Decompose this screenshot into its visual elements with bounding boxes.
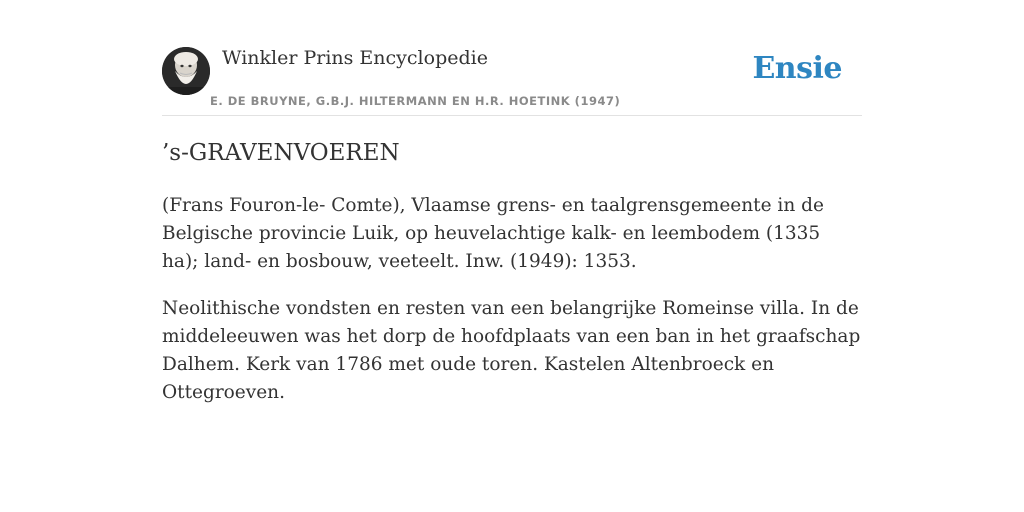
article-paragraph: (Frans Fouron-le- Comte), Vlaamse grens- en taalgrensgemeente in de Belgische provincie Luik, op heuvelachtige kalk- en leembodem (1335 ha); land- en bosbouw, veeteelt. Inw. (1949): 1353.	[162, 195, 824, 272]
bearded-man-portrait-icon	[162, 47, 210, 95]
site-title[interactable]: Winkler Prins Encyclopedie	[222, 47, 488, 69]
authors-credit: E. DE BRUYNE, G.B.J. HILTERMANN EN H.R. HOETINK (1947)	[210, 94, 621, 108]
article-body	[162, 192, 862, 426]
author-avatar[interactable]	[162, 47, 210, 95]
brand-logo[interactable]: Ensie	[752, 51, 842, 86]
article-paragraph: Neolithische vondsten en resten van een belangrijke Romeinse villa. In de middeleeuwen was het dorp de hoofdplaats van een ban in het graafschap Dalhem. Kerk van 1786 met oude toren. Kastelen Altenbroeck en Ottegroeven.	[162, 298, 861, 403]
entry-title: ’s-GRAVENVOEREN	[162, 140, 400, 166]
header-divider	[162, 115, 862, 116]
header	[162, 46, 862, 116]
